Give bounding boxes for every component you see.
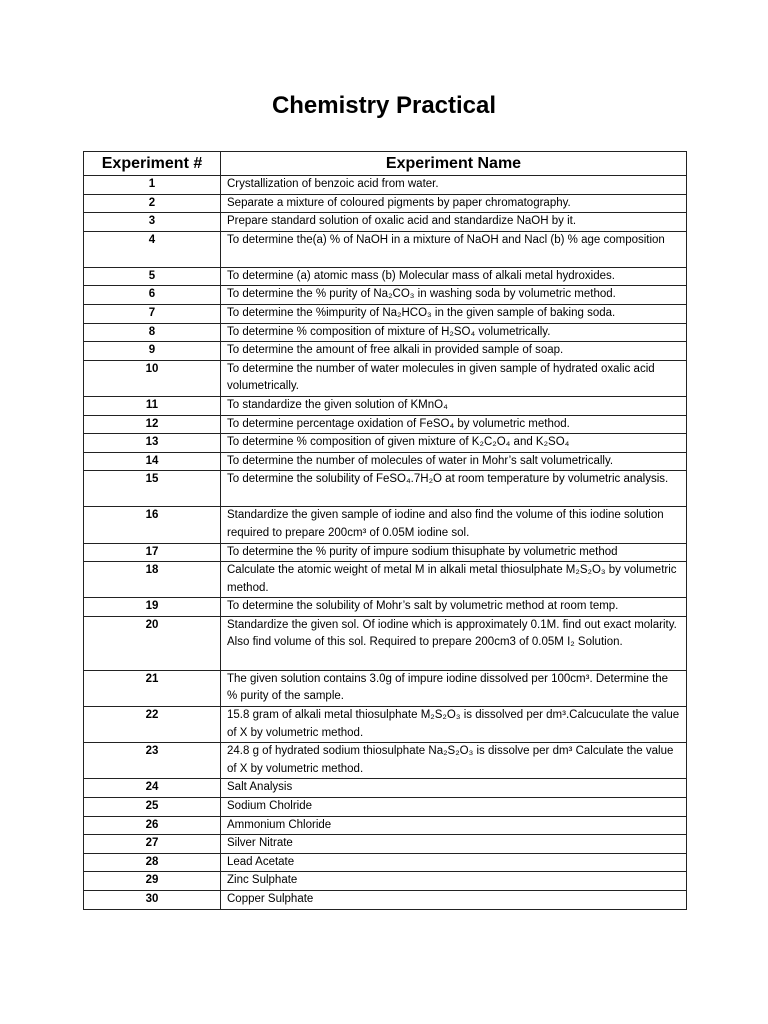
experiment-number: 15 bbox=[84, 471, 221, 507]
experiment-number: 21 bbox=[84, 670, 221, 706]
experiment-number: 11 bbox=[84, 396, 221, 415]
table-row bbox=[84, 415, 687, 434]
experiment-name: To determine percentage oxidation of FeSO₄ by volumetric method. bbox=[221, 415, 687, 434]
experiment-name: Prepare standard solution of oxalic acid and standardize NaOH by it. bbox=[221, 213, 687, 232]
experiment-name: Crystallization of benzoic acid from water. bbox=[221, 176, 687, 195]
experiment-number: 13 bbox=[84, 434, 221, 453]
table-row bbox=[84, 816, 687, 835]
experiment-name: Ammonium Chloride bbox=[221, 816, 687, 835]
experiment-name: Copper Sulphate bbox=[221, 891, 687, 910]
experiment-name: To determine the solubility of Mohr’s salt by volumetric method at room temp. bbox=[221, 598, 687, 617]
experiment-name: Lead Acetate bbox=[221, 853, 687, 872]
experiment-number: 28 bbox=[84, 853, 221, 872]
experiment-name: To determine the number of molecules of water in Mohr’s salt volumetrically. bbox=[221, 452, 687, 471]
table-row bbox=[84, 507, 687, 543]
table-row bbox=[84, 835, 687, 854]
experiment-name: To determine the % purity of Na₂CO₃ in washing soda by volumetric method. bbox=[221, 286, 687, 305]
experiment-name: Zinc Sulphate bbox=[221, 872, 687, 891]
experiment-number: 24 bbox=[84, 779, 221, 798]
experiment-name: To determine the %impurity of Na₂HCO₃ in the given sample of baking soda. bbox=[221, 304, 687, 323]
experiment-name: 15.8 gram of alkali metal thiosulphate M₂S₂O₃ is dissolved per dm³.Calcuculate the value of X by volumetric method. bbox=[221, 707, 687, 743]
experiment-number: 19 bbox=[84, 598, 221, 617]
table-row bbox=[84, 670, 687, 706]
experiment-name: Standardize the given sol. Of iodine which is approximately 0.1M. find out exact molarity. Also find volume of this sol. Required to prepare 200cm3 of 0.05M I₂ Solution. bbox=[221, 616, 687, 670]
table-row bbox=[84, 304, 687, 323]
experiment-name: Separate a mixture of coloured pigments by paper chromatography. bbox=[221, 194, 687, 213]
experiment-number: 12 bbox=[84, 415, 221, 434]
experiment-number: 1 bbox=[84, 176, 221, 195]
table-row bbox=[84, 194, 687, 213]
experiment-number: 27 bbox=[84, 835, 221, 854]
experiment-number: 3 bbox=[84, 213, 221, 232]
experiment-name: 24.8 g of hydrated sodium thiosulphate Na₂S₂O₃ is dissolve per dm³ Calculate the value of X by volumetric method. bbox=[221, 743, 687, 779]
experiment-number: 17 bbox=[84, 543, 221, 562]
experiment-name: To determine the solubility of FeSO₄.7H₂O at room temperature by volumetric analysis. bbox=[221, 471, 687, 507]
experiment-name: To determine the % purity of impure sodium thisuphate by volumetric method bbox=[221, 543, 687, 562]
experiment-number: 14 bbox=[84, 452, 221, 471]
experiment-number: 10 bbox=[84, 360, 221, 396]
table-row bbox=[84, 434, 687, 453]
header-experiment-name: Experiment Name bbox=[221, 152, 687, 176]
experiment-number: 2 bbox=[84, 194, 221, 213]
table-row bbox=[84, 342, 687, 361]
experiment-name: Silver Nitrate bbox=[221, 835, 687, 854]
experiment-name: To determine (a) atomic mass (b) Molecular mass of alkali metal hydroxides. bbox=[221, 267, 687, 286]
table-row bbox=[84, 853, 687, 872]
table-row bbox=[84, 779, 687, 798]
experiment-number: 20 bbox=[84, 616, 221, 670]
experiment-number: 6 bbox=[84, 286, 221, 305]
experiment-number: 30 bbox=[84, 891, 221, 910]
experiments-table bbox=[83, 151, 687, 910]
experiment-number: 16 bbox=[84, 507, 221, 543]
table-row bbox=[84, 396, 687, 415]
experiment-number: 4 bbox=[84, 231, 221, 267]
experiment-number: 23 bbox=[84, 743, 221, 779]
experiment-number: 25 bbox=[84, 798, 221, 817]
experiment-name: The given solution contains 3.0g of impure iodine dissolved per 100cm³. Determine the % purity of the sample. bbox=[221, 670, 687, 706]
experiment-number: 5 bbox=[84, 267, 221, 286]
table-row bbox=[84, 562, 687, 598]
table-row bbox=[84, 213, 687, 232]
table-row bbox=[84, 452, 687, 471]
experiment-name: To determine the amount of free alkali in provided sample of soap. bbox=[221, 342, 687, 361]
table-row bbox=[84, 598, 687, 617]
table-row bbox=[84, 707, 687, 743]
experiment-number: 29 bbox=[84, 872, 221, 891]
table-row bbox=[84, 286, 687, 305]
experiment-name: Standardize the given sample of iodine and also find the volume of this iodine solution required to prepare 200cm³ of 0.05M iodine sol. bbox=[221, 507, 687, 543]
experiment-name: To determine % composition of given mixture of K₂C₂O₄ and K₂SO₄ bbox=[221, 434, 687, 453]
table-row bbox=[84, 360, 687, 396]
page-title: Chemistry Practical bbox=[271, 92, 497, 119]
table-row bbox=[84, 743, 687, 779]
experiment-number: 8 bbox=[84, 323, 221, 342]
table-header-row bbox=[84, 152, 687, 176]
experiment-number: 9 bbox=[84, 342, 221, 361]
experiment-number: 7 bbox=[84, 304, 221, 323]
experiment-name: Calculate the atomic weight of metal M in alkali metal thiosulphate M₂S₂O₃ by volumetric method. bbox=[221, 562, 687, 598]
table-row bbox=[84, 543, 687, 562]
table-row bbox=[84, 891, 687, 910]
experiment-name: Sodium Cholride bbox=[221, 798, 687, 817]
table-row bbox=[84, 616, 687, 670]
experiment-number: 18 bbox=[84, 562, 221, 598]
table-row bbox=[84, 872, 687, 891]
table-row bbox=[84, 798, 687, 817]
experiment-number: 26 bbox=[84, 816, 221, 835]
experiment-number: 22 bbox=[84, 707, 221, 743]
table-row bbox=[84, 176, 687, 195]
experiment-name: Salt Analysis bbox=[221, 779, 687, 798]
table-row bbox=[84, 471, 687, 507]
experiment-name: To standardize the given solution of KMnO₄ bbox=[221, 396, 687, 415]
table-row bbox=[84, 267, 687, 286]
experiment-name: To determine the(a) % of NaOH in a mixture of NaOH and Nacl (b) % age composition bbox=[221, 231, 687, 267]
experiment-name: To determine % composition of mixture of H₂SO₄ volumetrically. bbox=[221, 323, 687, 342]
table-row bbox=[84, 231, 687, 267]
table-row bbox=[84, 323, 687, 342]
experiment-name: To determine the number of water molecules in given sample of hydrated oxalic acid volumetrically. bbox=[221, 360, 687, 396]
header-experiment-number: Experiment # bbox=[84, 152, 221, 176]
